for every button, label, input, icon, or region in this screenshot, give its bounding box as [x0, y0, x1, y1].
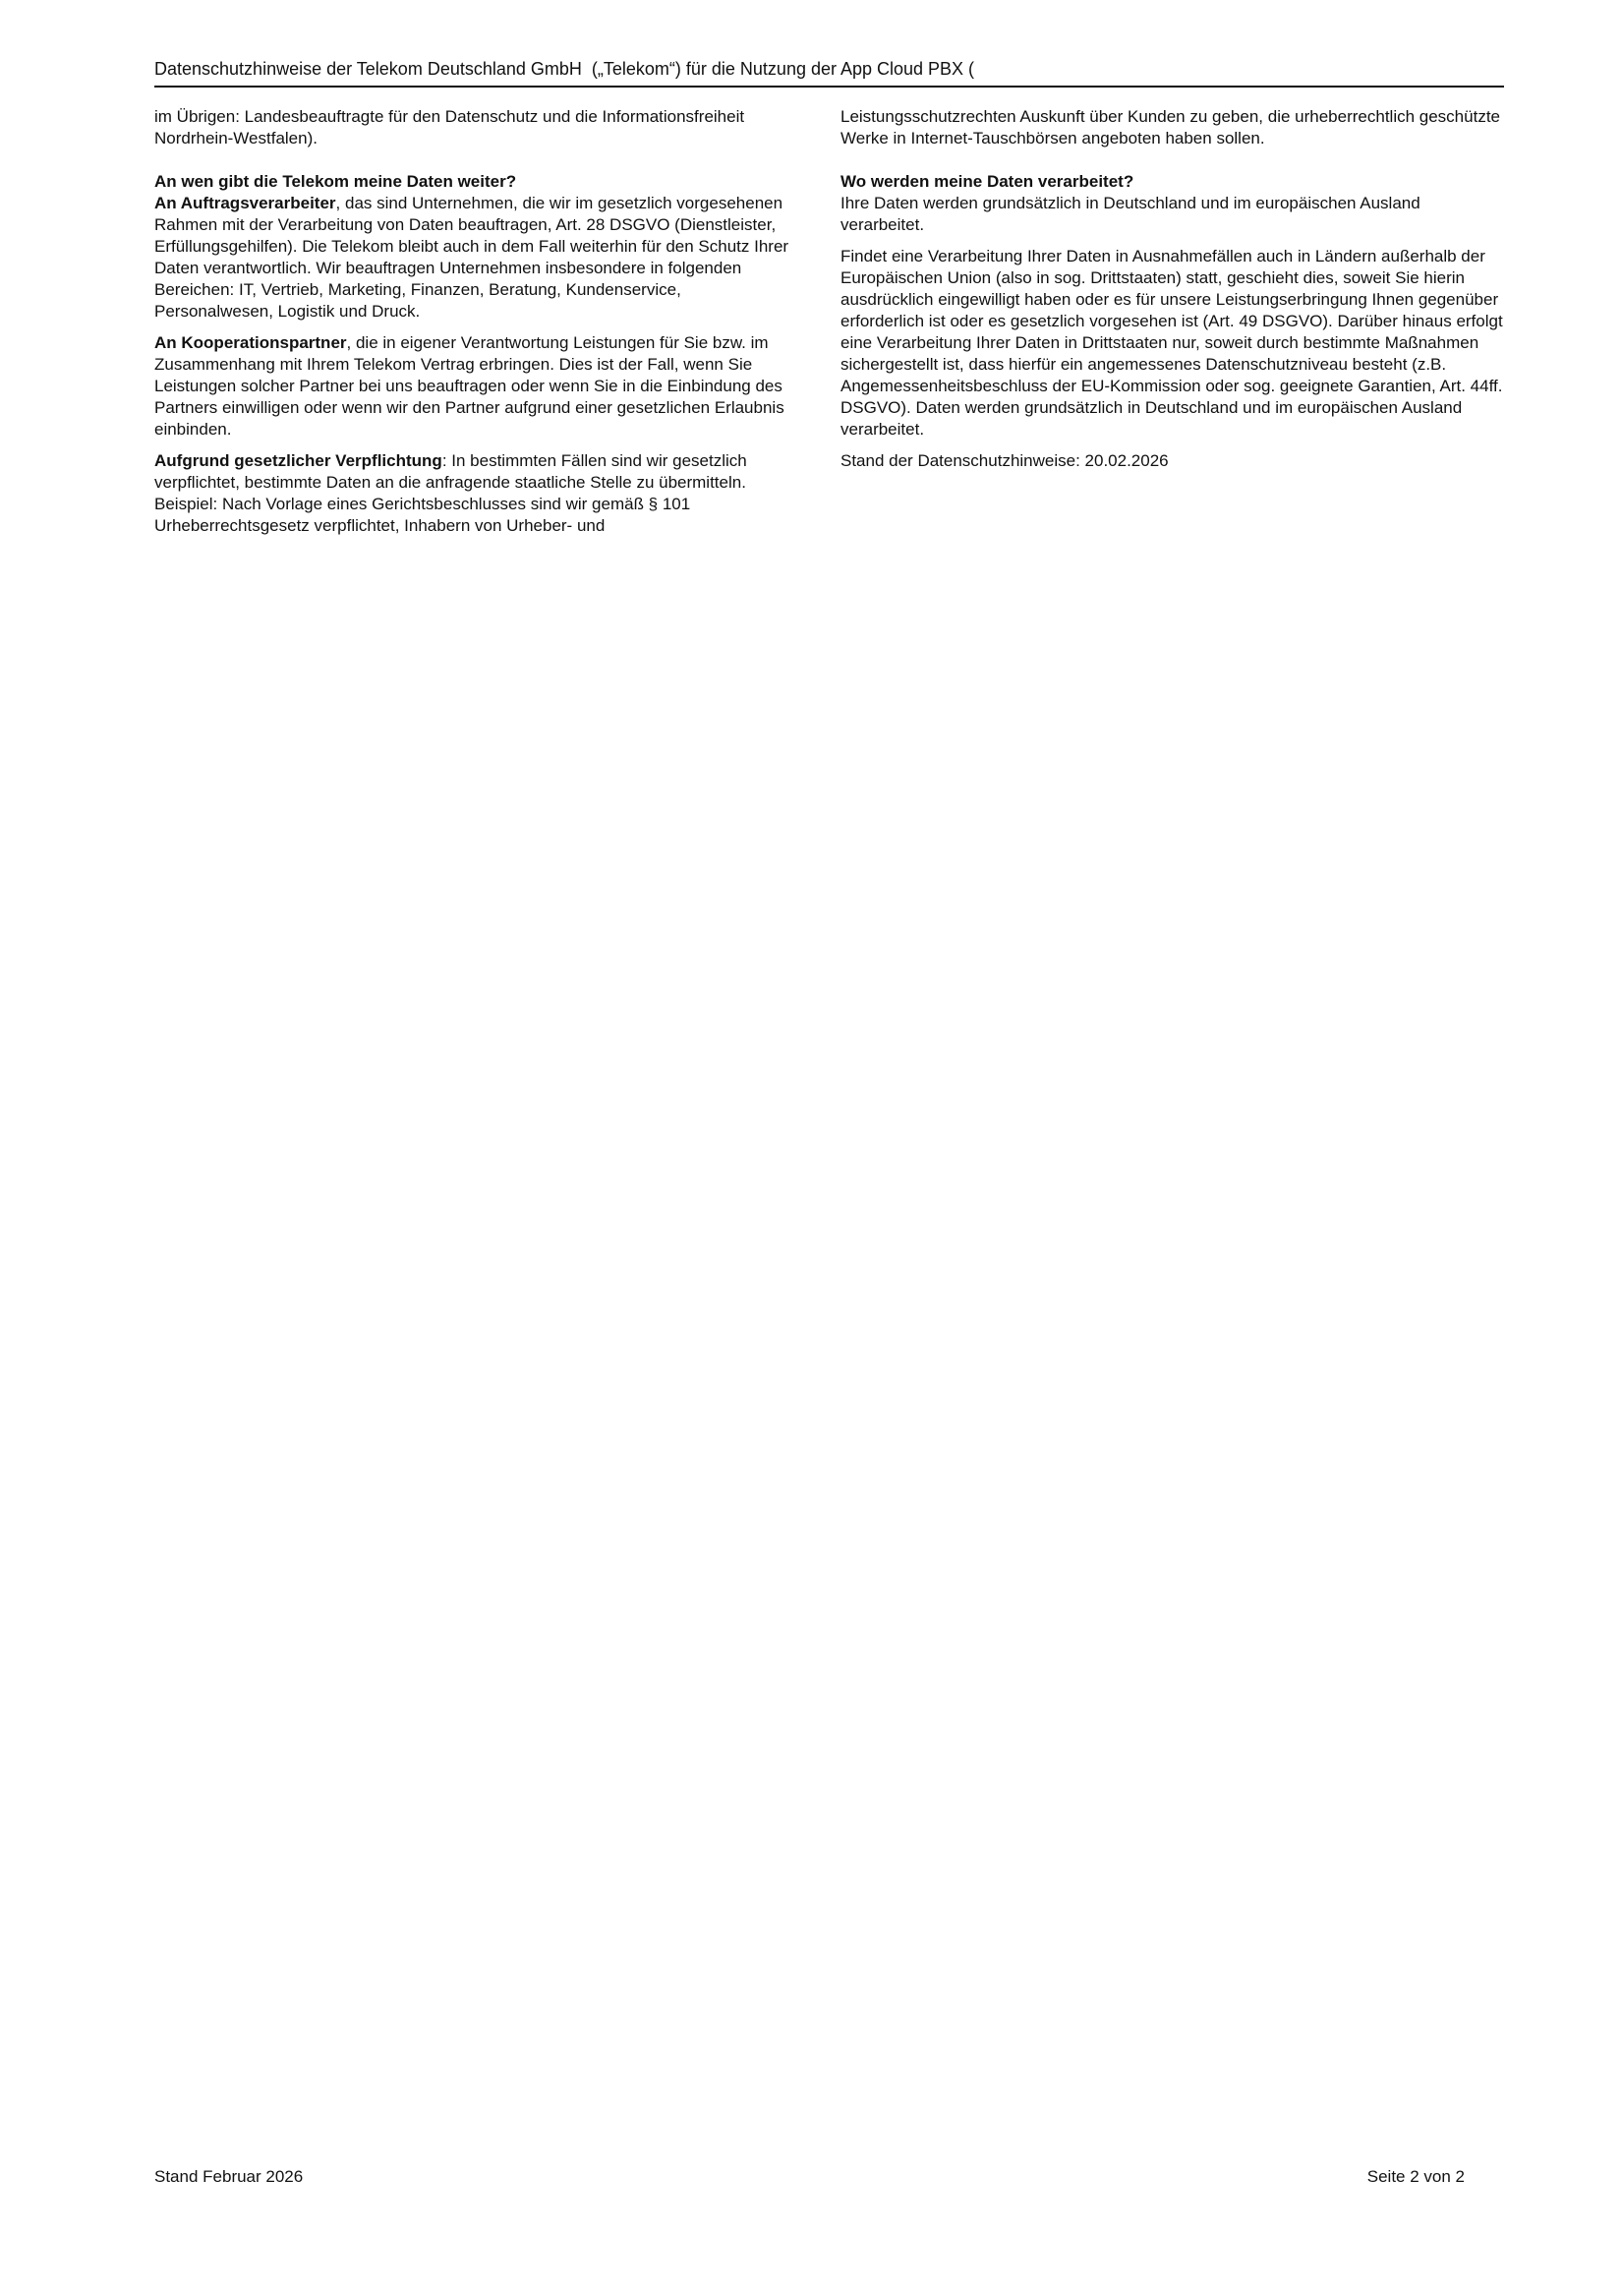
header-rule — [154, 86, 1504, 88]
paragraph-kooperationspartner — [154, 332, 793, 441]
section-heading-verarbeitungsort: Wo werden meine Daten verarbeitet? — [840, 172, 1134, 191]
paragraph-lead-auftragsverarbeiter: An Auftragsverarbeiter — [154, 194, 336, 212]
paragraph-verarbeitungsort-1: Ihre Daten werden grundsätzlich in Deutschland und im europäischen Ausland verarbeitet. — [840, 194, 1420, 234]
right-column — [840, 106, 1504, 547]
paragraph-lead-gesetzliche-verpflichtung: Aufgrund gesetzlicher Verpflichtung — [154, 451, 442, 470]
paragraph-lead-kooperationspartner: An Kooperationspartner — [154, 333, 347, 352]
document-header — [154, 57, 1504, 88]
paragraph-gesetzliche-verpflichtung — [154, 450, 793, 537]
footer-page-number: Seite 2 von 2 — [1366, 2167, 1465, 2186]
two-column-body — [154, 106, 1504, 547]
footer-date: Stand Februar 2026 — [154, 2167, 304, 2186]
section-heading-datenweitergabe: An wen gibt die Telekom meine Daten weiter? — [154, 172, 517, 191]
document-page — [154, 57, 1504, 547]
continuation-paragraph: Leistungsschutzrechten Auskunft über Kunden zu geben, die urheberrechtlich geschützte Werke in Internet-Tauschbörsen angeboten haben sollen. — [840, 107, 1500, 147]
page-footer — [154, 2166, 1465, 2188]
left-column — [154, 106, 793, 547]
paragraph-text: , das sind Unternehmen, die wir im gesetzlich vorgesehenen Rahmen mit der Verarbeitung von Daten beauftragen, Art. 28 DSGVO (Dienstleister, Erfüllungsgehilfen). Die Telekom bleibt auch in dem Fall weiterhin für den Schutz Ihrer Daten verantwortlich. Wir beauftragen Unternehmen insbesondere in folgenden Bereichen: IT, Vertrieb, Marketing, Finanzen, Beratung, Kundenservice, Personalwesen, Logistik und Druck. — [154, 194, 789, 321]
paragraph-drittstaaten: Findet eine Verarbeitung Ihrer Daten in Ausnahmefällen auch in Ländern außerhalb der Europäischen Union (also in sog. Drittstaaten) statt, geschieht dies, soweit Sie hierin ausdrücklich eingewilligt haben oder es für unsere Leistungserbringung Ihnen gegenüber erforderlich ist oder es gesetzlich vorgesehen ist (Art. 49 DSGVO). Darüber hinaus erfolgt eine Verarbeitung Ihrer Daten in Drittstaaten nur, soweit durch bestimmte Maßnahmen sichergestellt ist, dass hierfür ein angemessenes Datenschutzniveau besteht (z.B. Angemessenheitsbeschluss der EU-Kommission oder sog. geeignete Garantien, Art. 44ff. DSGVO). Daten werden grundsätzlich in Deutschland und im europäischen Ausland verarbeitet. — [840, 247, 1503, 439]
paragraph-auftragsverarbeiter — [154, 193, 793, 323]
paragraph-text: , die in eigener Verantwortung Leistungen für Sie bzw. im Zusammenhang mit Ihrem Telekom Vertrag erbringen. Dies ist der Fall, wenn Sie Leistungen solcher Partner bei uns beauftragen oder wenn Sie in die Einbindung des Partners einwilligen oder wenn wir den Partner aufgrund einer gesetzlichen Erlaubnis einbinden. — [154, 333, 784, 439]
version-date-line: Stand der Datenschutzhinweise: 20.02.2026 — [840, 451, 1169, 470]
document-title: Datenschutzhinweise der Telekom Deutschland GmbH („Telekom“) für die Nutzung der App Cloud PBX ( — [154, 59, 975, 79]
paragraph-text: : In bestimmten Fällen sind wir gesetzlich verpflichtet, bestimmte Daten an die anfragende staatliche Stelle zu übermitteln. Beispiel: Nach Vorlage eines Gerichtsbeschlusses sind wir gemäß § 101 Urheberrechtsgesetz verpflichtet, Inhabern von Urheber- und — [154, 451, 747, 535]
list-continuation-paragraph: im Übrigen: Landesbeauftragte für den Datenschutz und die Informationsfreiheit Nordrhein-Westfalen). — [154, 107, 745, 147]
